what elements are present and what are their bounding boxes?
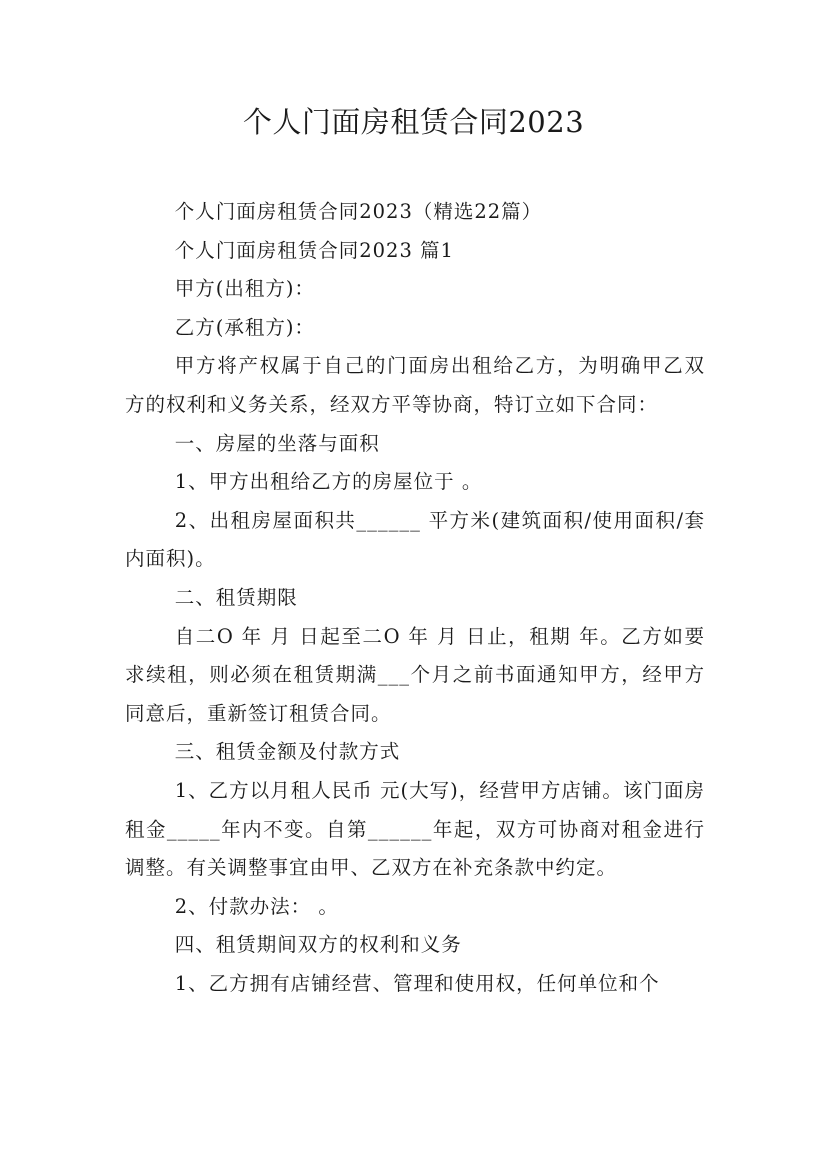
paragraph: 甲方(出租方)： [174, 277, 315, 301]
paragraph: 1、乙方拥有店铺经营、管理和使用权，任何单位和个 [174, 971, 660, 995]
paragraph: 2、出租房屋面积共______ 平方米(建筑面积/使用面积/套内面积)。 [125, 508, 705, 571]
paragraph: 甲方将产权属于自己的门面房出租给乙方，为明确甲乙双方的权利和义务关系，经双方平等协商，特订立如下合同： [125, 354, 705, 416]
paragraph: 个人门面房租赁合同2023 篇1 [174, 238, 454, 262]
paragraph: 乙方(承租方)： [174, 315, 315, 339]
paragraph: 个人门面房租赁合同2023（精选22篇） [174, 200, 543, 223]
paragraph: 1、乙方以月租人民币 元(大写)，经营甲方店铺。该门面房租金_____年内不变。自第______年起，双方可协商对租金进行调整。有关调整事宜由甲、乙双方在补充条款中约定。 [125, 778, 705, 880]
section-heading: 三、租赁金额及付款方式 [174, 740, 401, 764]
section-heading: 一、房屋的坐落与面积 [174, 431, 380, 455]
paragraph: 自二O 年 月 日起至二O 年 月 日止，租期 年。乙方如要求续租，则必须在租赁期满___个月之前书面通知甲方，经甲方同意后，重新签订租赁合同。 [125, 624, 705, 725]
document-title: 个人门面房租赁合同2023 [242, 105, 585, 139]
document-body [125, 193, 705, 1003]
section-heading: 二、租赁期限 [174, 585, 298, 609]
section-heading: 四、租赁期间双方的权利和义务 [174, 933, 462, 957]
paragraph: 2、付款办法： 。 [174, 894, 339, 918]
paragraph: 1、甲方出租给乙方的房屋位于 。 [174, 470, 483, 494]
